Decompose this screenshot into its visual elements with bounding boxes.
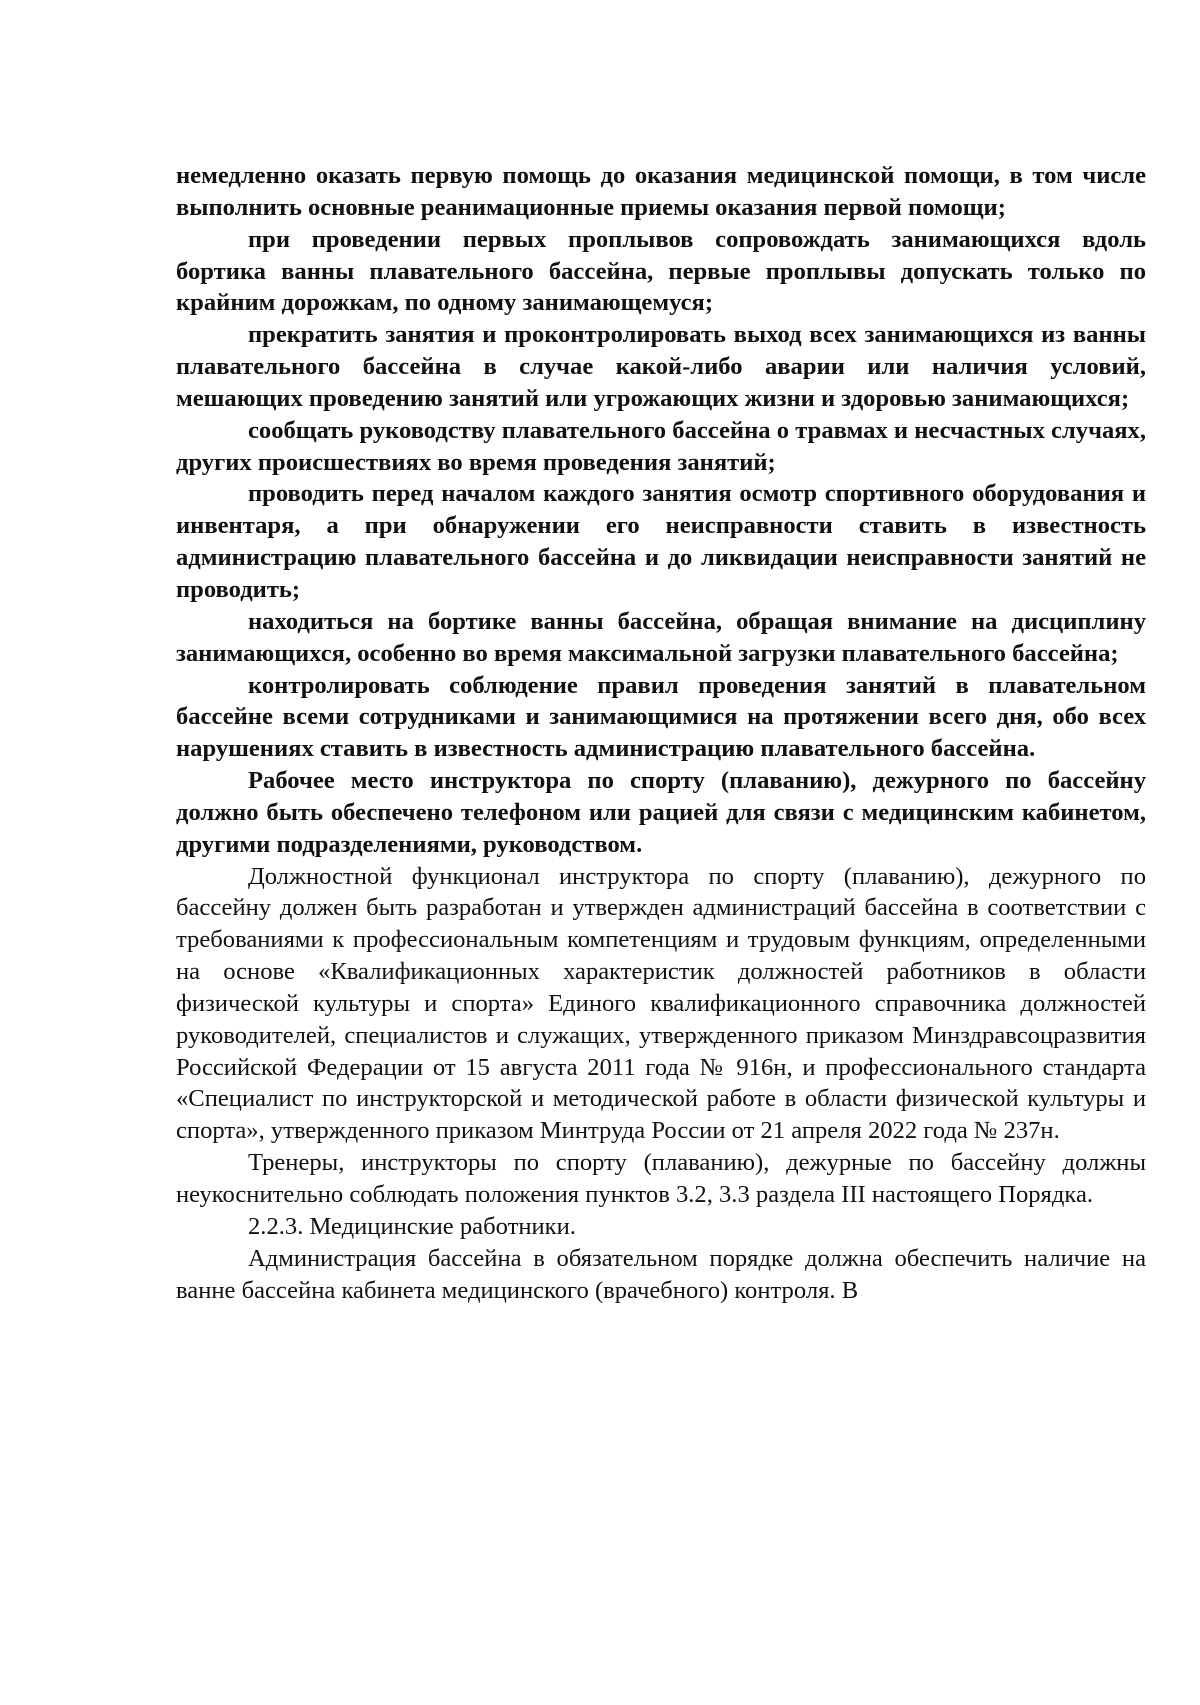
paragraph-job-functions: Должностной функционал инструктора по спорту (плаванию), дежурного по бассейну должен быть разработан и утвержден администраций бассейна в соответствии с требованиями к профессиональным компетенциям и трудовым функциям, определенными на основе «Квалификационных характеристик должностей работников в области физической культуры и спорта» Единого квалификационного справочника должностей руководителей, специалистов и служащих, утвержденного приказом Минздравсоцразвития Российской Федерации от 15 августа 2011 года № 916н, и профессионального стандарта «Специалист по инструкторской и методической работе в области физической культуры и спорта», утвержденного приказом Минтруда России от 21 апреля 2022 года № 237н. [176, 862, 1146, 1145]
paragraph-rules-control: контролировать соблюдение правил проведения занятий в плавательном бассейне всеми сотрудниками и занимающимися на протяжении всего дня, обо всех нарушениях ставить в известность администрацию плавательного бассейна. [176, 671, 1146, 763]
paragraph-equipment-inspection: проводить перед началом каждого занятия осмотр спортивного оборудования и инвентаря, а при обнаружении его неисправности ставить в известность администрацию плавательного бассейна и до ликвидации неисправности занятий не проводить; [176, 480, 1146, 603]
paragraph-medical-office: Администрация бассейна в обязательном порядке должна обеспечить наличие на ванне бассейна кабинета медицинского (врачебного) контроля. В [176, 1244, 1146, 1304]
paragraph-stop-classes: прекратить занятия и проконтролировать выход всех занимающихся из ванны плавательного бассейна в случае какой-либо аварии или наличия условий, мешающих проведению занятий или угрожающих жизни и здоровью занимающихся; [176, 321, 1146, 412]
paragraph-report-incidents: сообщать руководству плавательного бассейна о травмах и несчастных случаях, других происшествиях во время проведения занятий; [176, 416, 1146, 476]
paragraph-workplace-communication: Рабочее место инструктора по спорту (плаванию), дежурного по бассейну должно быть обеспечено телефоном или рацией для связи с медицинским кабинетом, другими подразделениями, руководством. [176, 767, 1146, 858]
paragraph-trainers-compliance: Тренеры, инструкторы по спорту (плаванию), дежурные по бассейну должны неукоснительно соблюдать положения пунктов 3.2, 3.3 раздела III настоящего Порядка. [176, 1149, 1146, 1208]
document-body [176, 160, 1146, 1306]
paragraph-first-aid: немедленно оказать первую помощь до оказания медицинской помощи, в том числе выполнить основные реанимационные приемы оказания первой помощи; [176, 162, 1146, 221]
paragraph-poolside-supervision: находиться на бортике ванны бассейна, обращая внимание на дисциплину занимающихся, особенно во время максимальной загрузки плавательного бассейна; [176, 607, 1146, 667]
paragraph-first-swims: при проведении первых проплывов сопровождать занимающихся вдоль бортика ванны плавательного бассейна, первые проплывы допускать только по крайним дорожкам, по одному занимающемуся; [176, 225, 1146, 317]
section-heading-medical-workers: 2.2.3. Медицинские работники. [248, 1212, 576, 1240]
